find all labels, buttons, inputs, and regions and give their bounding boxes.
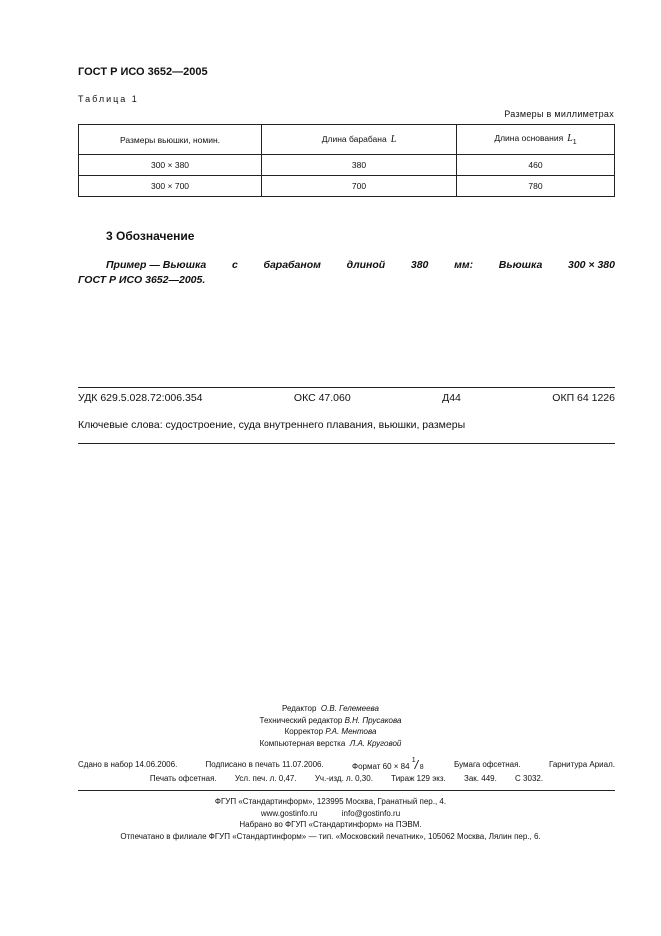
format-info (351, 757, 426, 772)
classification-row (78, 392, 615, 404)
credit-name: Р.А. Ментова (325, 727, 377, 736)
credit-layout (0, 738, 661, 750)
example-word: с (231, 259, 238, 271)
example-line-1 (78, 258, 615, 273)
symbol-l: L (390, 134, 397, 145)
font-type: Гарнитура Ариал. (548, 760, 615, 769)
email-link[interactable]: info@gostinfo.ru (341, 808, 401, 818)
column-header-drum-length (262, 125, 457, 155)
example-word: Вьюшка (498, 259, 543, 271)
table-cell: 300 × 700 (79, 176, 262, 197)
keywords-line: Ключевые слова: судостроение, суда внутреннего плавания, вьюшки, размеры (78, 419, 466, 431)
website-link[interactable]: www.gostinfo.ru (260, 808, 318, 818)
example-word: длиной (346, 259, 386, 271)
okp-code: ОКП 64 1226 (552, 392, 615, 404)
code-number: С 3032. (515, 774, 544, 783)
fraction-slash: / (414, 758, 419, 772)
publisher-address: ФГУП «Стандартинформ», 123995 Москва, Гранатный пер., 4. (214, 797, 447, 806)
table-row (79, 155, 615, 176)
print-method: Печать офсетная. (149, 774, 217, 783)
credit-role: Компьютерная верстка (259, 738, 346, 748)
format-text: Формат 60 × 84 (351, 762, 410, 771)
column-header-text: Длина основания (494, 133, 564, 143)
example-word: 300 × 380 (567, 259, 615, 271)
section-title: 3 Обозначение (106, 229, 195, 243)
publisher-contacts (0, 808, 661, 820)
example-word: барабаном (263, 259, 321, 271)
table-row (79, 176, 615, 197)
submitted-date: Сдано в набор 14.06.2006. (78, 760, 178, 769)
credit-role: Технический редактор (259, 715, 343, 725)
document-code: ГОСТ Р ИСО 3652—2005 (78, 66, 208, 78)
example-word: Пример — Вьюшка (106, 259, 207, 271)
paper-type: Бумага офсетная. (454, 760, 521, 769)
designation-example (78, 258, 615, 288)
credit-role: Редактор (281, 704, 317, 713)
table-cell: 300 × 380 (79, 155, 262, 176)
credit-tech-editor (0, 715, 661, 727)
publisher-sheets: Уч.-изд. л. 0,30. (314, 774, 373, 783)
credit-name: В.Н. Прусакова (344, 715, 402, 725)
table-header-row (79, 125, 615, 155)
oks-code: ОКС 47.060 (293, 392, 351, 404)
fraction-denominator: 8 (419, 764, 424, 771)
fraction-numerator: 1 (411, 757, 416, 764)
symbol-subscript: 1 (572, 139, 577, 146)
typeset-note: Набрано во ФГУП «Стандартинформ» на ПЭВМ. (239, 820, 422, 829)
divider-top (78, 387, 615, 388)
credit-name: О.В. Гелемеева (320, 704, 379, 713)
column-header-text: Размеры вьюшки, номин. (119, 134, 221, 145)
table-cell: 780 (457, 176, 615, 197)
order-number: Зак. 449. (464, 774, 497, 783)
units-note: Размеры в миллиметрах (504, 109, 614, 119)
table-cell: 700 (262, 176, 457, 197)
column-header-nominal-size (79, 125, 262, 155)
table-label: Таблица 1 (78, 94, 139, 104)
credits-block (0, 703, 661, 749)
credit-editor (0, 703, 661, 715)
table-cell: 460 (457, 155, 615, 176)
table-cell: 380 (262, 155, 457, 176)
example-word: мм: (454, 259, 474, 271)
credit-proofreader (0, 726, 661, 738)
fraction (411, 757, 426, 772)
conventional-sheets: Усл. печ. л. 0,47. (234, 774, 297, 783)
udk-code: УДК 629.5.028.72:006.354 (78, 392, 203, 404)
symbol-l1: L (567, 133, 573, 144)
signed-date: Подписано в печать 11.07.2006. (205, 760, 324, 769)
column-header-text: Длина барабана (321, 134, 387, 144)
column-header-base-length (457, 125, 615, 155)
example-line-2: ГОСТ Р ИСО 3652—2005. (78, 274, 206, 286)
printed-note: Отпечатано в филиале ФГУП «Стандартинформ» — тип. «Московский печатник», 105062 Москва, Лялин пер., 6. (120, 831, 541, 841)
print-info-line-1 (78, 757, 615, 772)
group-code: Д44 (442, 392, 461, 404)
print-info-line-2 (78, 774, 615, 783)
print-run: Тираж 129 экз. (391, 774, 446, 783)
publisher-block (0, 796, 661, 842)
divider-keywords (78, 443, 615, 444)
divider-publisher (78, 790, 615, 791)
credit-name: Л.А. Круговой (349, 738, 402, 748)
credit-role: Корректор (284, 727, 324, 736)
example-word: 380 (410, 259, 429, 271)
dimensions-table (78, 124, 615, 197)
